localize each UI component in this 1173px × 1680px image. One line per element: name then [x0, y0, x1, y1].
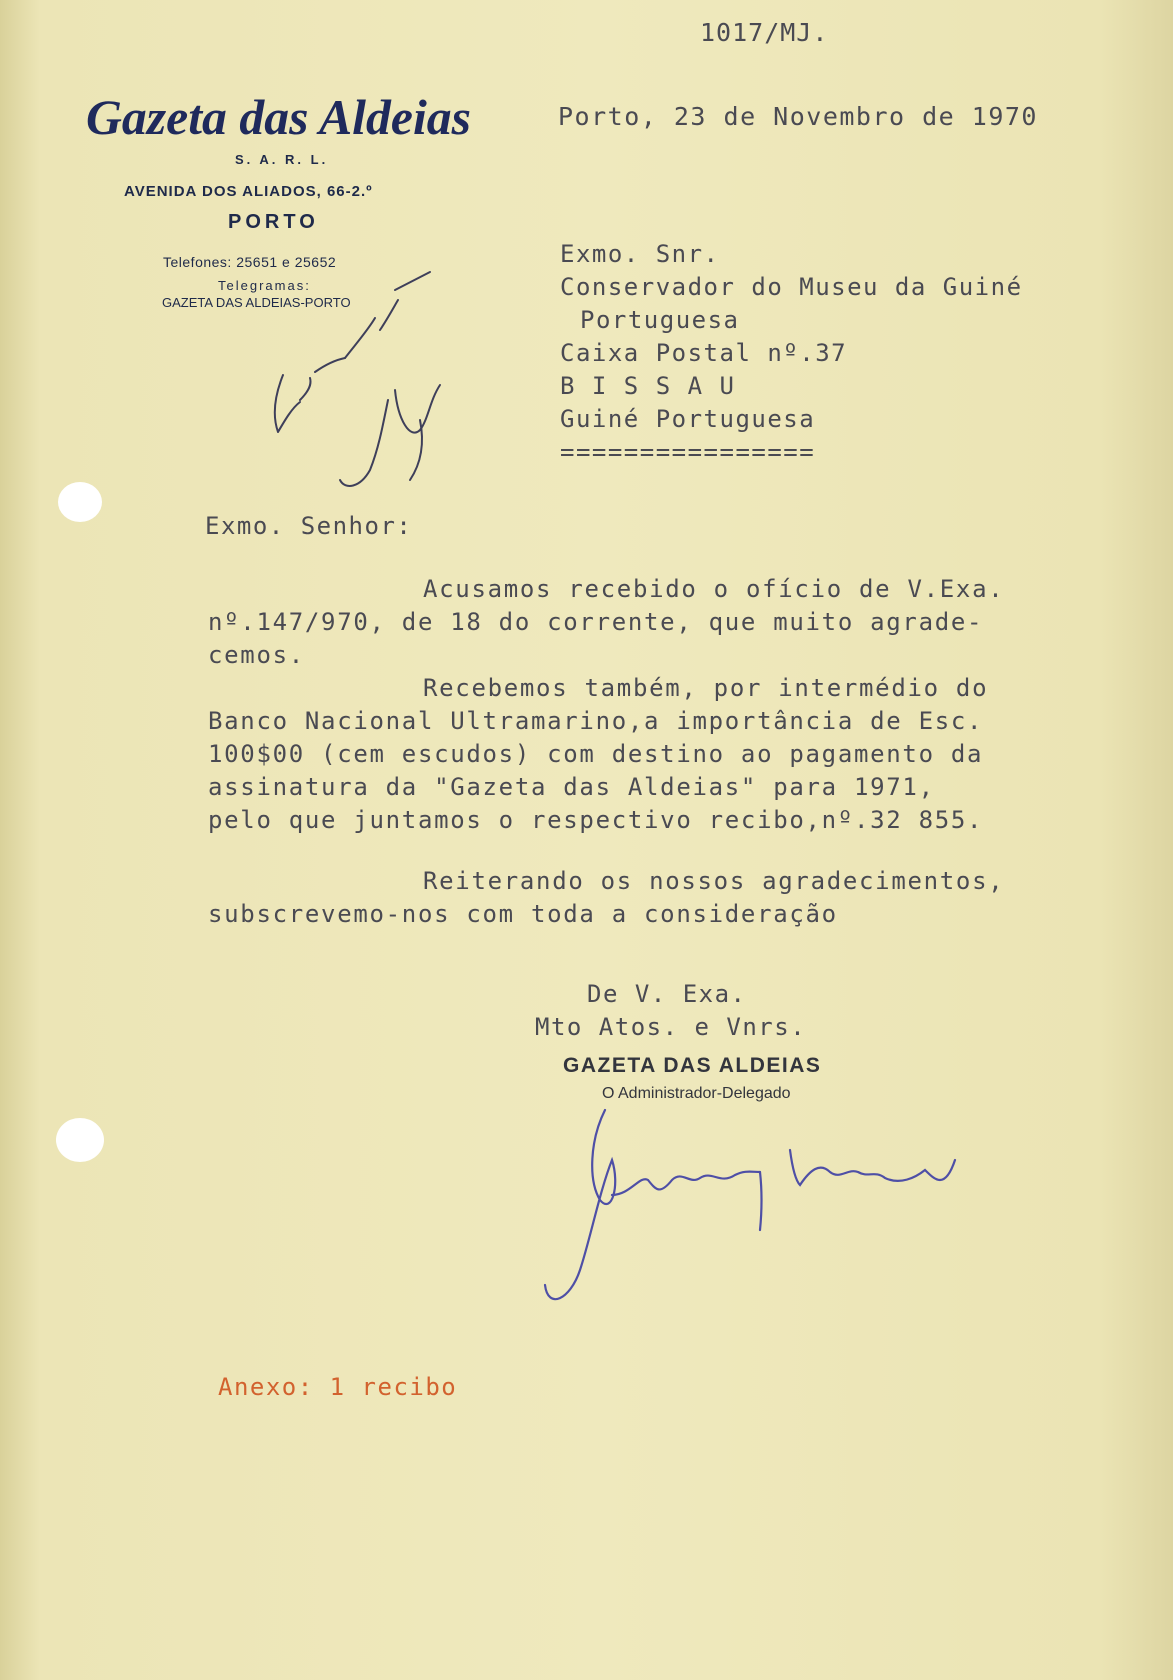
brand-logo-text: Gazeta das Aldeias — [86, 89, 471, 145]
recipient-line: Conservador do Museu da Guiné — [560, 273, 1023, 301]
body-line: subscrevemo-nos com toda a consideração — [208, 900, 838, 928]
date-line: Porto, 23 de Novembro de 1970 — [558, 102, 1038, 131]
company-type: S. A. R. L. — [235, 152, 329, 167]
signature-stroke — [545, 1110, 615, 1299]
initials-stroke — [410, 420, 422, 480]
recipient-line: Guiné Portuguesa — [560, 405, 816, 433]
signatory-firm: GAZETA DAS ALDEIAS — [563, 1054, 822, 1077]
signature-stroke — [760, 1172, 762, 1230]
recipient-line: B I S S A U — [560, 372, 736, 400]
telegrams-address: GAZETA DAS ALDEIAS-PORTO — [162, 295, 351, 310]
body-line: nº.147/970, de 18 do corrente, que muito agrade- — [208, 608, 984, 636]
closing-block — [535, 978, 806, 1044]
body-line: Banco Nacional Ultramarino,a importância de Esc. — [208, 707, 984, 735]
initials-stroke — [275, 375, 300, 432]
telegrams-label: Telegramas: — [218, 278, 311, 293]
recipient-address — [560, 238, 1023, 469]
body-line: assinatura da "Gazeta das Aldeias" para 1971, — [208, 773, 935, 801]
paragraph-gap — [208, 837, 1004, 865]
initials-stroke — [395, 272, 430, 290]
company-city: PORTO — [228, 211, 319, 233]
body-line: Reiterando os nossos agradecimentos, — [423, 867, 1005, 895]
reference-number: 1017/MJ. — [700, 18, 829, 47]
body-line: Recebemos também, por intermédio do — [423, 674, 989, 702]
annex-note: Anexo: 1 recibo — [218, 1373, 458, 1401]
body-line: Acusamos recebido o ofício de V.Exa. — [423, 575, 1005, 603]
brand-logo — [82, 82, 482, 152]
body-line: pelo que juntamos o respectivo recibo,nº.32 855. — [208, 806, 984, 834]
closing-line: Mto Atos. e Vnrs. — [535, 1013, 807, 1041]
punch-hole — [56, 1118, 104, 1162]
initials-stroke — [300, 358, 345, 400]
company-address: AVENIDA DOS ALIADOS, 66-2.º — [124, 183, 373, 200]
letter-body — [208, 573, 1004, 931]
signature-stroke — [790, 1150, 955, 1185]
recipient-line: Exmo. Snr. — [560, 240, 720, 268]
signatory-role: O Administrador-Delegado — [602, 1085, 791, 1102]
punch-hole — [58, 482, 102, 522]
initials-stroke — [395, 385, 440, 433]
body-line: 100$00 (cem escudos) com destino ao pagamento da — [208, 740, 984, 768]
recipient-line: Portuguesa — [580, 306, 740, 334]
signature-stroke — [612, 1172, 760, 1195]
body-line: cemos. — [208, 641, 305, 669]
signature — [545, 1110, 955, 1299]
closing-line: De V. Exa. — [587, 980, 747, 1008]
salutation: Exmo. Senhor: — [205, 512, 413, 540]
recipient-line: Caixa Postal nº.37 — [560, 339, 848, 367]
recipient-underline: ================ — [560, 438, 816, 466]
initials-stroke — [340, 400, 388, 486]
initials-stroke — [345, 300, 398, 358]
company-phones: Telefones: 25651 e 25652 — [163, 254, 337, 270]
